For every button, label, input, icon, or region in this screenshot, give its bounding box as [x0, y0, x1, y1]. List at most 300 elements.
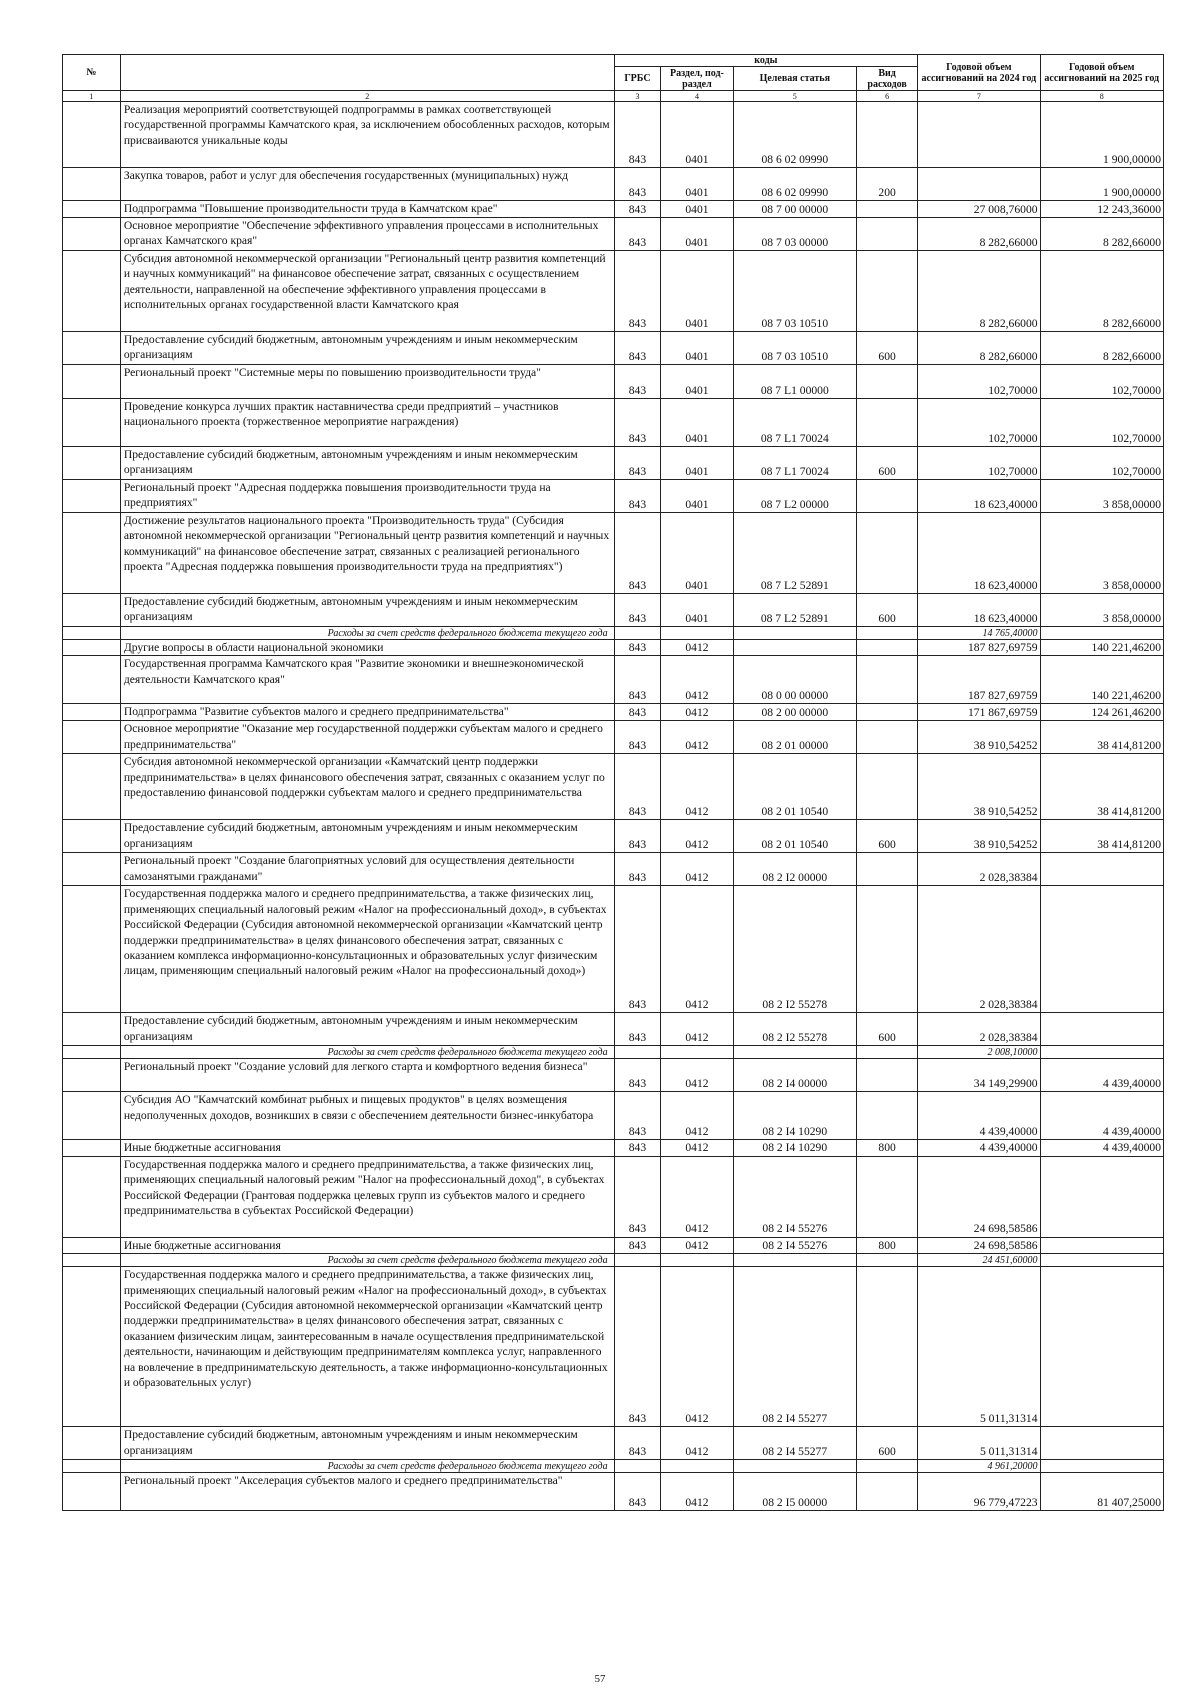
cell-volume-2025 — [1040, 1046, 1163, 1059]
cell-number — [63, 721, 121, 754]
cell-grbs: 843 — [614, 1140, 661, 1156]
cell-volume-2025: 81 407,25000 — [1040, 1473, 1163, 1511]
cell-grbs: 843 — [614, 656, 661, 704]
cell-grbs: 843 — [614, 704, 661, 721]
cell-section: 0412 — [661, 820, 733, 853]
cell-volume-2025: 8 282,66000 — [1040, 332, 1163, 365]
cell-volume-2024: 8 282,66000 — [918, 218, 1040, 251]
header-index: 5 — [733, 91, 856, 102]
cell-kind — [857, 218, 918, 251]
cell-volume-2024: 8 282,66000 — [918, 332, 1040, 365]
table-row — [63, 447, 1164, 480]
cell-volume-2024: 2 008,10000 — [918, 1046, 1040, 1059]
cell-section: 0412 — [661, 640, 733, 656]
cell-target: 08 2 I4 55276 — [733, 1237, 856, 1253]
cell-section: 0401 — [661, 513, 733, 594]
header-name — [120, 55, 614, 91]
cell-number — [63, 656, 121, 704]
cell-section: 0412 — [661, 754, 733, 820]
table-row — [63, 399, 1164, 447]
cell-target — [733, 1046, 856, 1059]
cell-number — [63, 218, 121, 251]
cell-name: Предоставление субсидий бюджетным, автономным учреждениям и иным некоммерческим организациям — [120, 447, 614, 480]
table-row — [63, 656, 1164, 704]
table-row — [63, 1140, 1164, 1156]
cell-kind — [857, 1046, 918, 1059]
table-row — [63, 640, 1164, 656]
cell-section: 0412 — [661, 704, 733, 721]
cell-name: Государственная поддержка малого и среднего предпринимательства, а также физических лиц, применяющих специальный налоговый режим "Налог на профессиональный доход", в субъектах Российской Федерации (Грантовая поддержка целевых групп из субъектов малого и среднего предпринимательства в субъектах Российской Федерации) — [120, 1156, 614, 1237]
cell-number — [63, 1473, 121, 1511]
cell-name: Достижение результатов национального проекта "Производительность труда" (Субсидия автономной некоммерческой организации "Региональный центр развития компетенций и научных коммуникаций" на финансовое обеспечение затрат, связанных с реализацией регионального проекта "Адресная поддержка повышения производительности труда на предприятиях") — [120, 513, 614, 594]
cell-name: Другие вопросы в области национальной экономики — [120, 640, 614, 656]
table-row — [63, 886, 1164, 1013]
cell-volume-2025: 140 221,46200 — [1040, 656, 1163, 704]
cell-kind — [857, 886, 918, 1013]
cell-grbs: 843 — [614, 480, 661, 513]
cell-volume-2024: 102,70000 — [918, 399, 1040, 447]
cell-number — [63, 1427, 121, 1460]
cell-volume-2025: 3 858,00000 — [1040, 480, 1163, 513]
cell-grbs — [614, 1046, 661, 1059]
cell-grbs: 843 — [614, 447, 661, 480]
cell-number — [63, 102, 121, 168]
cell-kind — [857, 1460, 918, 1473]
cell-grbs: 843 — [614, 1427, 661, 1460]
cell-target: 08 7 00 00000 — [733, 201, 856, 218]
table-row — [63, 754, 1164, 820]
cell-kind — [857, 513, 918, 594]
cell-name: Подпрограмма "Повышение производительности труда в Камчатском крае" — [120, 201, 614, 218]
cell-section — [661, 1460, 733, 1473]
cell-volume-2024: 24 698,58586 — [918, 1156, 1040, 1237]
cell-name: Субсидия автономной некоммерческой организации «Камчатский центр поддержки предпринимательства» в целях финансового обеспечения затрат, связанных с оказанием услуг по предоставлению финансовой поддержки субъектам малого и среднего предпринимательства — [120, 754, 614, 820]
cell-kind: 200 — [857, 168, 918, 201]
cell-volume-2025: 4 439,40000 — [1040, 1140, 1163, 1156]
cell-target: 08 7 L2 52891 — [733, 513, 856, 594]
cell-volume-2025: 38 414,81200 — [1040, 820, 1163, 853]
cell-volume-2024: 24 698,58586 — [918, 1237, 1040, 1253]
cell-target: 08 2 I4 10290 — [733, 1140, 856, 1156]
cell-name: Расходы за счет средств федерального бюджета текущего года — [120, 1046, 614, 1059]
cell-volume-2024: 14 765,40000 — [918, 627, 1040, 640]
cell-number — [63, 332, 121, 365]
cell-section: 0412 — [661, 721, 733, 754]
cell-section: 0401 — [661, 102, 733, 168]
cell-target: 08 7 L1 00000 — [733, 365, 856, 399]
header-volume-2025: Годовой объем ассигнований на 2025 год — [1040, 55, 1163, 91]
cell-target: 08 7 03 10510 — [733, 332, 856, 365]
cell-volume-2024: 5 011,31314 — [918, 1267, 1040, 1427]
cell-target — [733, 640, 856, 656]
cell-target: 08 2 01 10540 — [733, 754, 856, 820]
cell-name: Региональный проект "Создание благоприятных условий для осуществления деятельности самозанятыми гражданами" — [120, 853, 614, 886]
cell-number — [63, 447, 121, 480]
cell-volume-2024: 102,70000 — [918, 365, 1040, 399]
cell-section: 0401 — [661, 168, 733, 201]
cell-volume-2025: 124 261,46200 — [1040, 704, 1163, 721]
federal-budget-row — [63, 1460, 1164, 1473]
cell-volume-2025: 102,70000 — [1040, 447, 1163, 480]
cell-target — [733, 1254, 856, 1267]
cell-kind — [857, 102, 918, 168]
cell-name: Расходы за счет средств федерального бюджета текущего года — [120, 627, 614, 640]
cell-kind: 600 — [857, 332, 918, 365]
cell-kind — [857, 480, 918, 513]
table-row — [63, 168, 1164, 201]
cell-volume-2024: 187 827,69759 — [918, 640, 1040, 656]
cell-grbs: 843 — [614, 594, 661, 627]
federal-budget-row — [63, 1046, 1164, 1059]
cell-number — [63, 365, 121, 399]
cell-volume-2024: 102,70000 — [918, 447, 1040, 480]
cell-grbs — [614, 627, 661, 640]
header-kind: Вид расходов — [857, 67, 918, 91]
cell-kind — [857, 1156, 918, 1237]
cell-name: Региональный проект "Адресная поддержка повышения производительности труда на предприятиях" — [120, 480, 614, 513]
cell-volume-2025 — [1040, 1013, 1163, 1046]
header-index: 2 — [120, 91, 614, 102]
header-codes: коды — [614, 55, 918, 67]
cell-kind — [857, 1092, 918, 1140]
cell-grbs: 843 — [614, 399, 661, 447]
cell-grbs: 843 — [614, 1237, 661, 1253]
cell-grbs: 843 — [614, 853, 661, 886]
cell-grbs: 843 — [614, 820, 661, 853]
cell-kind — [857, 853, 918, 886]
cell-kind — [857, 656, 918, 704]
cell-section: 0412 — [661, 886, 733, 1013]
cell-number — [63, 820, 121, 853]
cell-grbs: 843 — [614, 218, 661, 251]
cell-target: 08 6 02 09990 — [733, 168, 856, 201]
cell-volume-2024: 8 282,66000 — [918, 251, 1040, 332]
cell-grbs: 843 — [614, 201, 661, 218]
cell-kind: 600 — [857, 820, 918, 853]
page-number: 57 — [594, 1673, 606, 1685]
cell-target: 08 7 L2 52891 — [733, 594, 856, 627]
cell-volume-2024: 2 028,38384 — [918, 1013, 1040, 1046]
cell-volume-2024: 38 910,54252 — [918, 721, 1040, 754]
cell-volume-2025: 8 282,66000 — [1040, 251, 1163, 332]
cell-target — [733, 1460, 856, 1473]
cell-volume-2025 — [1040, 1156, 1163, 1237]
cell-section: 0401 — [661, 399, 733, 447]
table-row — [63, 1427, 1164, 1460]
table-row — [63, 704, 1164, 721]
cell-grbs: 843 — [614, 513, 661, 594]
table-row — [63, 1059, 1164, 1092]
cell-volume-2024: 187 827,69759 — [918, 656, 1040, 704]
cell-target: 08 2 00 00000 — [733, 704, 856, 721]
cell-target: 08 7 L1 70024 — [733, 399, 856, 447]
cell-section: 0401 — [661, 218, 733, 251]
cell-volume-2025 — [1040, 886, 1163, 1013]
cell-target: 08 2 I2 55278 — [733, 886, 856, 1013]
cell-kind: 800 — [857, 1237, 918, 1253]
cell-section: 0412 — [661, 1427, 733, 1460]
cell-number — [63, 251, 121, 332]
cell-volume-2024: 34 149,29900 — [918, 1059, 1040, 1092]
cell-name: Расходы за счет средств федерального бюджета текущего года — [120, 1460, 614, 1473]
cell-name: Подпрограмма "Развитие субъектов малого и среднего предпринимательства" — [120, 704, 614, 721]
cell-section: 0412 — [661, 1059, 733, 1092]
cell-name: Основное мероприятие "Оказание мер государственной поддержки субъектам малого и среднего предпринимательства" — [120, 721, 614, 754]
cell-number — [63, 627, 121, 640]
cell-section: 0412 — [661, 1267, 733, 1427]
budget-allocation-table — [62, 54, 1164, 1511]
cell-volume-2025 — [1040, 1254, 1163, 1267]
table-row — [63, 1473, 1164, 1511]
cell-grbs: 843 — [614, 1156, 661, 1237]
cell-target: 08 0 00 00000 — [733, 656, 856, 704]
header-target: Целевая статья — [733, 67, 856, 91]
cell-target: 08 2 I4 10290 — [733, 1092, 856, 1140]
table-row — [63, 218, 1164, 251]
cell-grbs: 843 — [614, 1013, 661, 1046]
header-index: 7 — [918, 91, 1040, 102]
federal-budget-row — [63, 1254, 1164, 1267]
cell-volume-2024: 4 439,40000 — [918, 1092, 1040, 1140]
cell-volume-2025 — [1040, 1237, 1163, 1253]
table-row — [63, 594, 1164, 627]
cell-number — [63, 399, 121, 447]
cell-volume-2025: 38 414,81200 — [1040, 721, 1163, 754]
cell-name: Иные бюджетные ассигнования — [120, 1140, 614, 1156]
cell-volume-2025: 1 900,00000 — [1040, 168, 1163, 201]
table-header — [63, 55, 1164, 102]
cell-section: 0412 — [661, 1092, 733, 1140]
cell-name: Расходы за счет средств федерального бюджета текущего года — [120, 1254, 614, 1267]
cell-number — [63, 886, 121, 1013]
cell-name: Проведение конкурса лучших практик наставничества среди предприятий – участников национального проекта (торжественное мероприятие награждения) — [120, 399, 614, 447]
table-row — [63, 1092, 1164, 1140]
cell-volume-2025: 4 439,40000 — [1040, 1092, 1163, 1140]
cell-grbs: 843 — [614, 1267, 661, 1427]
cell-number — [63, 168, 121, 201]
cell-grbs: 843 — [614, 1473, 661, 1511]
table-row — [63, 721, 1164, 754]
cell-grbs: 843 — [614, 754, 661, 820]
cell-volume-2025 — [1040, 1460, 1163, 1473]
cell-volume-2025 — [1040, 853, 1163, 886]
cell-kind — [857, 754, 918, 820]
cell-volume-2024: 24 451,60000 — [918, 1254, 1040, 1267]
cell-number — [63, 1156, 121, 1237]
table-row — [63, 1267, 1164, 1427]
cell-grbs — [614, 1254, 661, 1267]
header-index: 1 — [63, 91, 121, 102]
table-row — [63, 251, 1164, 332]
cell-kind — [857, 1473, 918, 1511]
cell-kind: 600 — [857, 594, 918, 627]
table-row — [63, 332, 1164, 365]
header-number: № — [63, 55, 121, 91]
cell-volume-2025 — [1040, 627, 1163, 640]
cell-grbs: 843 — [614, 168, 661, 201]
cell-number — [63, 1460, 121, 1473]
cell-volume-2025: 8 282,66000 — [1040, 218, 1163, 251]
cell-volume-2025: 12 243,36000 — [1040, 201, 1163, 218]
cell-section: 0401 — [661, 251, 733, 332]
cell-number — [63, 640, 121, 656]
cell-name: Государственная поддержка малого и среднего предпринимательства, а также физических лиц, применяющих специальный налоговый режим «Налог на профессиональный доход», в субъектах Российской Федерации (Субсидия автономной некоммерческой организации «Камчатский центр поддержки предпринимательства» в целях финансового обеспечения затрат, связанных с оказанием комплекса информационно-консультационных и образовательных услуг физическим лицам, применяющим специальный налоговый режим «Налог на профессиональный доход») — [120, 886, 614, 1013]
table-row — [63, 853, 1164, 886]
table-row — [63, 365, 1164, 399]
cell-target: 08 7 03 00000 — [733, 218, 856, 251]
cell-number — [63, 201, 121, 218]
cell-grbs: 843 — [614, 721, 661, 754]
cell-grbs: 843 — [614, 332, 661, 365]
header-volume-2024: Годовой объем ассигнований на 2024 год — [918, 55, 1040, 91]
cell-name: Предоставление субсидий бюджетным, автономным учреждениям и иным некоммерческим организациям — [120, 332, 614, 365]
table-row — [63, 1013, 1164, 1046]
cell-volume-2025 — [1040, 1427, 1163, 1460]
cell-kind — [857, 627, 918, 640]
cell-target: 08 2 I4 55277 — [733, 1427, 856, 1460]
cell-kind — [857, 1254, 918, 1267]
table-row — [63, 1237, 1164, 1253]
cell-target: 08 2 I4 00000 — [733, 1059, 856, 1092]
federal-budget-row — [63, 627, 1164, 640]
cell-grbs: 843 — [614, 886, 661, 1013]
cell-name: Предоставление субсидий бюджетным, автономным учреждениям и иным некоммерческим организациям — [120, 1013, 614, 1046]
cell-name: Региональный проект "Создание условий для легкого старта и комфортного ведения бизнеса" — [120, 1059, 614, 1092]
cell-name: Закупка товаров, работ и услуг для обеспечения государственных (муниципальных) нужд — [120, 168, 614, 201]
cell-volume-2025: 3 858,00000 — [1040, 594, 1163, 627]
cell-section: 0401 — [661, 201, 733, 218]
cell-kind — [857, 365, 918, 399]
cell-target: 08 2 I2 00000 — [733, 853, 856, 886]
cell-section: 0412 — [661, 656, 733, 704]
cell-name: Субсидия автономной некоммерческой организации "Региональный центр развития компетенций и научных коммуникаций" на финансовое обеспечение затрат, связанных с осуществлением деятельности, направленной на обеспечение эффективного управления процессами в исполнительных органах государственной власти Камчатского края — [120, 251, 614, 332]
table-row — [63, 201, 1164, 218]
cell-target: 08 7 L1 70024 — [733, 447, 856, 480]
cell-number — [63, 1059, 121, 1092]
table-row — [63, 513, 1164, 594]
cell-volume-2024: 5 011,31314 — [918, 1427, 1040, 1460]
table-body — [63, 102, 1164, 1511]
header-index: 6 — [857, 91, 918, 102]
cell-name: Региональный проект "Акселерация субъектов малого и среднего предпринимательства" — [120, 1473, 614, 1511]
cell-grbs: 843 — [614, 1059, 661, 1092]
cell-volume-2024 — [918, 168, 1040, 201]
cell-section — [661, 1046, 733, 1059]
cell-number — [63, 1237, 121, 1253]
cell-kind — [857, 640, 918, 656]
cell-name: Реализация мероприятий соответствующей подпрограммы в рамках соответствующей государственной программы Камчатского края, за исключением обособленных расходов, которым присваиваются уникальные коды — [120, 102, 614, 168]
cell-target: 08 7 L2 00000 — [733, 480, 856, 513]
cell-kind — [857, 721, 918, 754]
cell-name: Предоставление субсидий бюджетным, автономным учреждениям и иным некоммерческим организациям — [120, 594, 614, 627]
cell-target: 08 7 03 10510 — [733, 251, 856, 332]
header-index: 8 — [1040, 91, 1163, 102]
cell-grbs: 843 — [614, 640, 661, 656]
table-row — [63, 820, 1164, 853]
cell-name: Региональный проект "Системные меры по повышению производительности труда" — [120, 365, 614, 399]
cell-target: 08 2 I5 00000 — [733, 1473, 856, 1511]
budget-table-sheet — [62, 54, 1164, 1511]
cell-grbs: 843 — [614, 365, 661, 399]
cell-volume-2025: 102,70000 — [1040, 399, 1163, 447]
cell-name: Государственная программа Камчатского края "Развитие экономики и внешнеэкономической деятельности Камчатского края" — [120, 656, 614, 704]
cell-number — [63, 1046, 121, 1059]
cell-name: Основное мероприятие "Обеспечение эффективного управления процессами в исполнительных органах Камчатского края" — [120, 218, 614, 251]
cell-section: 0401 — [661, 447, 733, 480]
cell-section: 0412 — [661, 1156, 733, 1237]
cell-section: 0401 — [661, 332, 733, 365]
cell-volume-2025: 38 414,81200 — [1040, 754, 1163, 820]
cell-section: 0401 — [661, 365, 733, 399]
cell-section: 0412 — [661, 1013, 733, 1046]
cell-kind: 600 — [857, 447, 918, 480]
table-row — [63, 102, 1164, 168]
cell-volume-2024: 18 623,40000 — [918, 513, 1040, 594]
cell-target: 08 2 01 00000 — [733, 721, 856, 754]
cell-volume-2024: 18 623,40000 — [918, 594, 1040, 627]
cell-name: Предоставление субсидий бюджетным, автономным учреждениям и иным некоммерческим организациям — [120, 1427, 614, 1460]
cell-volume-2024: 4 961,20000 — [918, 1460, 1040, 1473]
cell-target: 08 2 I2 55278 — [733, 1013, 856, 1046]
cell-number — [63, 853, 121, 886]
cell-volume-2025: 102,70000 — [1040, 365, 1163, 399]
cell-number — [63, 594, 121, 627]
cell-volume-2024: 38 910,54252 — [918, 820, 1040, 853]
cell-kind — [857, 399, 918, 447]
cell-target: 08 2 I4 55276 — [733, 1156, 856, 1237]
cell-section: 0412 — [661, 1473, 733, 1511]
cell-kind — [857, 251, 918, 332]
header-index: 3 — [614, 91, 661, 102]
cell-target: 08 6 02 09990 — [733, 102, 856, 168]
cell-volume-2025: 4 439,40000 — [1040, 1059, 1163, 1092]
cell-volume-2024: 171 867,69759 — [918, 704, 1040, 721]
cell-number — [63, 1267, 121, 1427]
cell-volume-2025: 140 221,46200 — [1040, 640, 1163, 656]
cell-section: 0412 — [661, 1237, 733, 1253]
cell-grbs: 843 — [614, 251, 661, 332]
header-index: 4 — [661, 91, 733, 102]
cell-volume-2024: 4 439,40000 — [918, 1140, 1040, 1156]
cell-kind: 600 — [857, 1427, 918, 1460]
cell-volume-2024 — [918, 102, 1040, 168]
cell-number — [63, 1013, 121, 1046]
cell-volume-2025 — [1040, 1267, 1163, 1427]
cell-volume-2025: 3 858,00000 — [1040, 513, 1163, 594]
header-grbs: ГРБС — [614, 67, 661, 91]
cell-grbs: 843 — [614, 1092, 661, 1140]
cell-volume-2024: 38 910,54252 — [918, 754, 1040, 820]
cell-kind — [857, 201, 918, 218]
cell-kind: 800 — [857, 1140, 918, 1156]
cell-kind: 600 — [857, 1013, 918, 1046]
cell-volume-2024: 2 028,38384 — [918, 853, 1040, 886]
cell-number — [63, 704, 121, 721]
cell-target — [733, 627, 856, 640]
cell-section — [661, 627, 733, 640]
cell-volume-2024: 96 779,47223 — [918, 1473, 1040, 1511]
cell-number — [63, 480, 121, 513]
cell-number — [63, 754, 121, 820]
cell-section: 0401 — [661, 480, 733, 513]
cell-name: Государственная поддержка малого и среднего предпринимательства, а также физических лиц, применяющих специальный налоговый режим «Налог на профессиональный доход», в субъектах Российской Федерации (Субсидия автономной некоммерческой организации «Камчатский центр поддержки предпринимательства» в целях финансового обеспечения затрат, связанных с оказанием физическим лицам, заинтересованным в начале осуществления предпринимательской деятельности, начинающим и действующим предпринимателям комплекса услуг, направленного на вовлечение в предпринимательскую деятельность, а также информационно-консультационных и образовательных услуг) — [120, 1267, 614, 1427]
cell-section: 0401 — [661, 594, 733, 627]
cell-name: Субсидия АО "Камчатский комбинат рыбных и пищевых продуктов" в целях возмещения недополученных доходов, возникших в связи с обеспечением деятельности бизнес-инкубатора — [120, 1092, 614, 1140]
cell-target: 08 2 01 10540 — [733, 820, 856, 853]
cell-volume-2024: 2 028,38384 — [918, 886, 1040, 1013]
cell-number — [63, 1254, 121, 1267]
header-section: Раздел, под-раздел — [661, 67, 733, 91]
